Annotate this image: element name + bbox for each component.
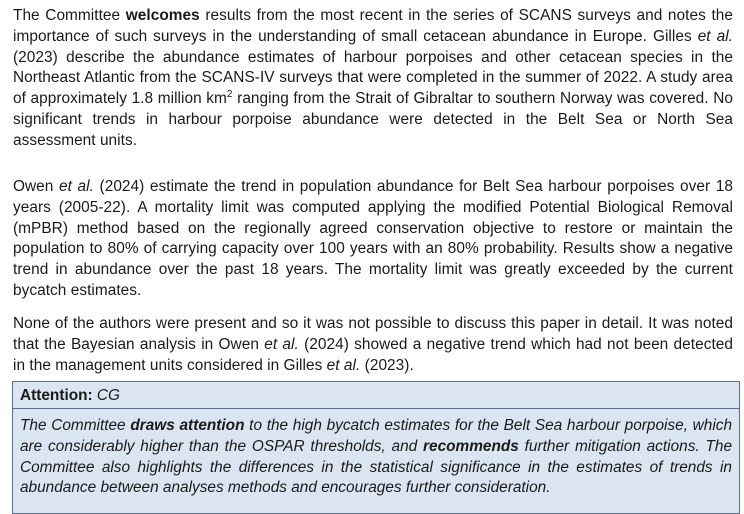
attention-text-3: further mitigation actions. The Committee also highlights the differences in the statistical significance in the estimates of trends in abundance between analyses methods and encourages further consideration.: [20, 437, 732, 497]
attention-text-2: to the high bycatch estimates for the Belt Sea harbour porpoise, which are considerably higher than the OSPAR thresholds, and: [20, 417, 733, 455]
para1-text-2: results from the most recent in the series of SCANS surveys and notes the importance of such surveys in the understanding of small cetacean abundance in Europe. Gilles: [13, 7, 733, 45]
para3-text-2: (2024) showed a negative trend which had not been detected in the management units considered in Gilles: [13, 335, 734, 374]
para3-text-1: None of the authors were present and so it was not possible to discuss this paper in detail. It was noted that the Bayesian analysis in Owen: [13, 315, 733, 353]
attention-body: [13, 409, 739, 499]
para2-text-1: Owen: [13, 178, 59, 195]
attention-target: CG: [92, 387, 121, 404]
para2-italic-et-al: et al.: [59, 178, 94, 195]
para3-text-3: (2023).: [360, 356, 414, 374]
para3-italic-et-al-1: et al.: [264, 335, 299, 353]
attention-bold-draws-attention: draws attention: [130, 417, 245, 434]
attention-box: [12, 381, 740, 514]
para1-superscript: 2: [226, 89, 233, 101]
para1-italic-et-al: et al.: [697, 27, 733, 45]
paragraph-owen-trend: [13, 177, 733, 302]
para1-text-3: (2023) describe the abundance estimates of harbour porpoises and other cetacean species in the Northeast Atlantic from the SCANS-IV surveys that were completed in the summer of 2022. A study area of approximately 1.8 million km: [13, 48, 733, 108]
attention-header: [13, 382, 739, 409]
para2-text-2: (2024) estimate the trend in population abundance for Belt Sea harbour porpoises over 18 years (2005-22). A mortality limit was computed applying the modified Potential Biological Removal (mPBR) method based on the regionally agreed conservation objective to restore or maintain the population to 80% of carrying capacity over 100 years with an 80% probability. Results show a negative trend in abundance over the past 18 years. The mortality limit was greatly exceeded by the current bycatch estimates.: [13, 178, 733, 299]
paragraph-scans-surveys: [13, 6, 733, 152]
para3-italic-et-al-2: et al.: [326, 356, 361, 374]
para1-bold-welcomes: welcomes: [125, 7, 200, 24]
para1-text-1: The Committee: [13, 7, 126, 24]
attention-label: Attention:: [20, 387, 93, 404]
para1-text-4: ranging from the Strait of Gibraltar to southern Norway was covered. No significant trends in harbour porpoise abundance were detected in the Belt Sea or North Sea assessment units.: [13, 90, 733, 149]
attention-text-1: The Committee: [20, 417, 131, 434]
paragraph-authors-absent: [13, 314, 733, 376]
attention-bold-recommends: recommends: [423, 437, 519, 455]
